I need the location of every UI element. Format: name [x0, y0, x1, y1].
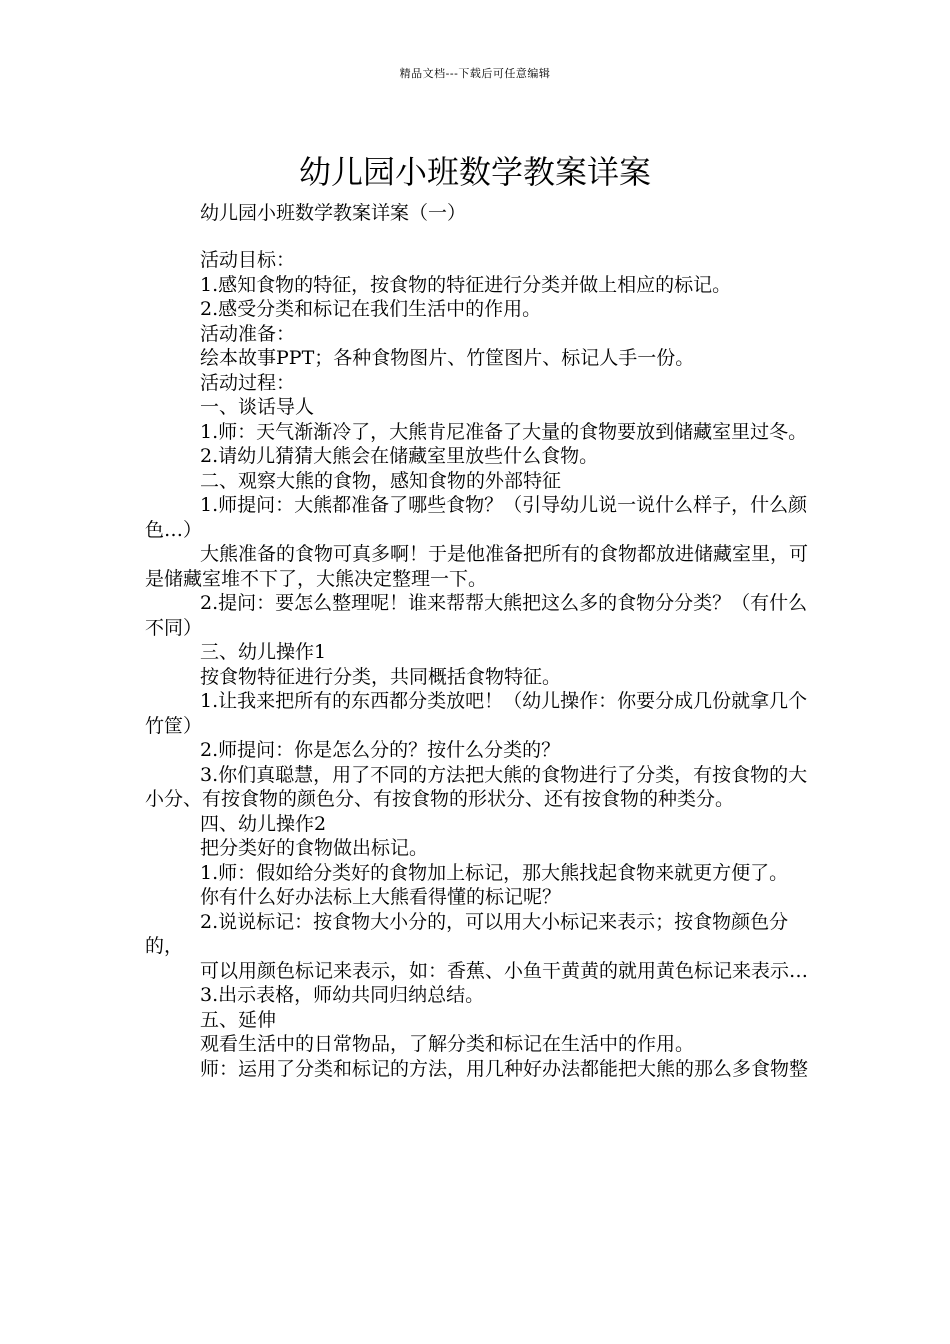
- paragraph: 师：运用了分类和标记的方法，用几种好办法都能把大熊的那么多食物整: [200, 1057, 809, 1080]
- paragraph: 大熊准备的食物可真多啊！于是他准备把所有的食物都放进储藏室里，可是储藏室堆不下了，大熊决定整理一下。: [145, 543, 809, 590]
- paragraph: 2.感受分类和标记在我们生活中的作用。: [200, 298, 542, 320]
- paragraph: 1.感知食物的特征，按食物的特征进行分类并做上相应的标记。: [200, 273, 732, 296]
- paragraph: 三、幼儿操作1: [200, 641, 327, 663]
- paragraph: 四、幼儿操作2: [200, 812, 327, 835]
- paragraph: 可以用颜色标记来表示，如：香蕉、小鱼干黄黄的就用黄色标记来表示…: [200, 959, 809, 982]
- document-body: [145, 248, 815, 1081]
- paragraph: 3.出示表格，师幼共同归纳总结。: [200, 984, 485, 1006]
- paragraph: 活动准备：: [200, 322, 296, 345]
- paragraph: 一、谈话导人: [200, 396, 315, 418]
- paragraph: 按食物特征进行分类，共同概括食物特征。: [200, 665, 562, 688]
- paragraph: 绘本故事PPT；各种食物图片、竹筐图片、标记人手一份。: [200, 347, 695, 369]
- paragraph: 1.师：假如给分类好的食物加上标记，那大熊找起食物来就更方便了。: [200, 861, 789, 884]
- paragraph: 你有什么好办法标上大熊看得懂的标记呢？: [200, 886, 562, 908]
- paragraph: 活动过程：: [200, 371, 296, 394]
- paragraph: 把分类好的食物做出标记。: [200, 837, 429, 859]
- paragraph: 1.师提问：大熊都准备了哪些食物？（引导幼儿说一说什么样子，什么颜色…）: [145, 494, 808, 541]
- paragraph: 2.请幼儿猜猜大熊会在储藏室里放些什么食物。: [200, 445, 599, 467]
- document-subtitle: 幼儿园小班数学教案详案（一）: [200, 202, 467, 224]
- paragraph: 1.让我来把所有的东西都分类放吧！（幼儿操作：你要分成几份就拿几个竹筐）: [145, 690, 808, 737]
- paragraph: 1.师：天气渐渐冷了，大熊肯尼准备了大量的食物要放到储藏室里过冬。: [200, 420, 808, 443]
- paragraph: 2.师提问：你是怎么分的？按什么分类的？: [200, 739, 561, 761]
- page-header: 精品文档---下载后可任意编辑: [399, 67, 551, 80]
- paragraph: 观看生活中的日常物品，了解分类和标记在生活中的作用。: [200, 1033, 695, 1055]
- paragraph: 2.提问：要怎么整理呢！谁来帮帮大熊把这么多的食物分分类？（有什么不同）: [145, 592, 808, 639]
- paragraph: 二、观察大熊的食物，感知食物的外部特征: [200, 469, 562, 492]
- document-title: 幼儿园小班数学教案详案: [298, 153, 651, 192]
- paragraph: 五、延伸: [200, 1008, 277, 1031]
- paragraph: 活动目标：: [200, 249, 296, 271]
- paragraph: 2.说说标记：按食物大小分的，可以用大小标记来表示；按食物颜色分的，: [145, 910, 789, 957]
- paragraph: 3.你们真聪慧，用了不同的方法把大熊的食物进行了分类，有按食物的大小分、有按食物的颜色分、有按食物的形状分、还有按食物的种类分。: [145, 763, 808, 810]
